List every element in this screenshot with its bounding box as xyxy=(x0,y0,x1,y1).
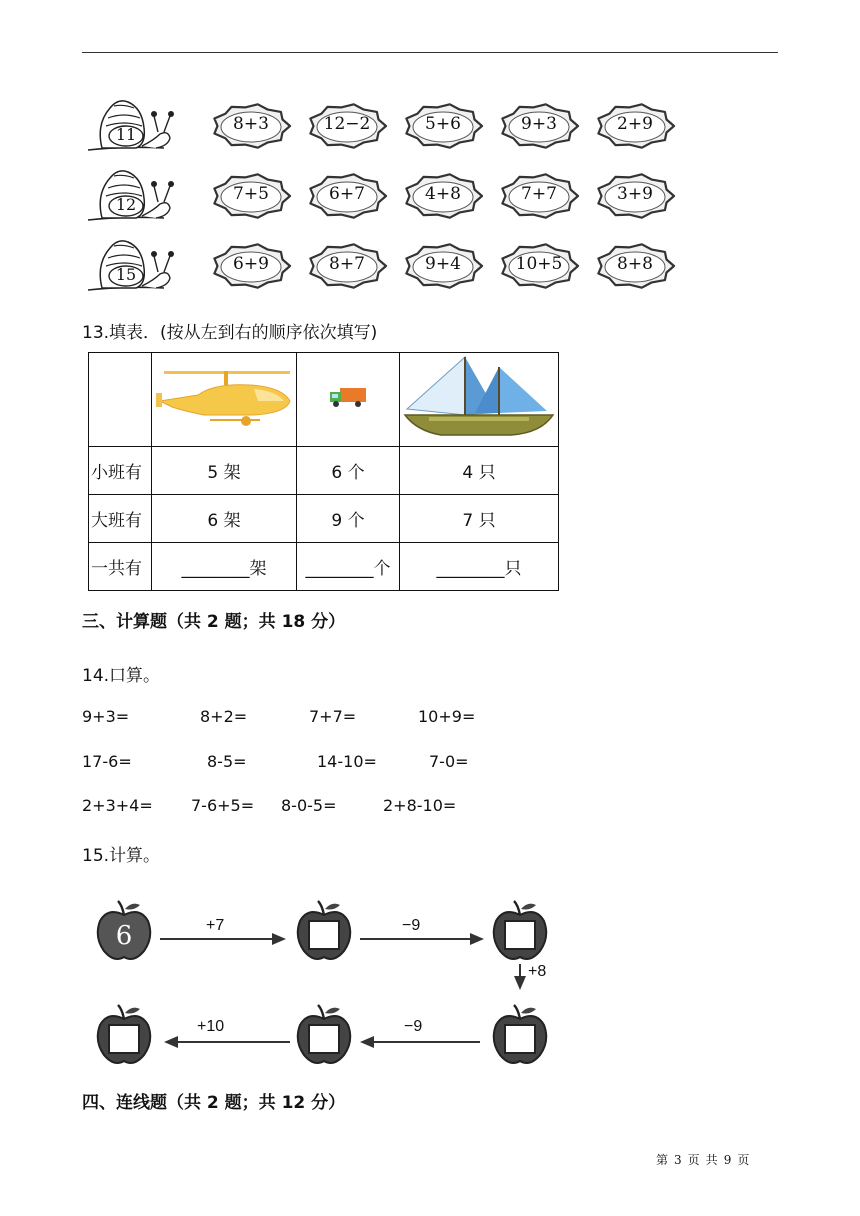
table-cell: 6 架 xyxy=(152,495,297,543)
equation: 8-0-5= xyxy=(281,796,337,815)
table-cell: 4 只 xyxy=(400,447,559,495)
table-cell: 7 只 xyxy=(400,495,559,543)
apple-answer-box[interactable] xyxy=(94,1001,154,1067)
arrow-head xyxy=(360,1036,374,1048)
equation: 7-0= xyxy=(429,752,469,771)
row-label: 一共有 xyxy=(89,543,152,591)
row-label: 小班有 xyxy=(89,447,152,495)
cloud-expression-text: 4+8 xyxy=(425,184,461,204)
equation: 10+9= xyxy=(418,707,476,726)
cloud-expression-text: 6+9 xyxy=(233,254,269,274)
arrow-head xyxy=(164,1036,178,1048)
arrow-head xyxy=(514,976,526,990)
row-label: 大班有 xyxy=(89,495,152,543)
apple-answer-box[interactable] xyxy=(294,1001,354,1067)
equation: 7+7= xyxy=(309,707,357,726)
cloud-expression-text: 8+7 xyxy=(329,254,365,274)
equation: 2+8-10= xyxy=(383,796,457,815)
cloud-expression-text: 10+5 xyxy=(515,254,563,274)
section-4-title: 四、连线题（共 2 题；共 12 分） xyxy=(82,1093,346,1113)
cloud-expression-text: 3+9 xyxy=(617,184,653,204)
q15-title: 15.计算。 xyxy=(82,846,161,866)
table-cell: 5 架 xyxy=(152,447,297,495)
cloud-expression-text: 2+9 xyxy=(617,114,653,134)
snail-target-number: 11 xyxy=(115,125,137,144)
op-label: +10 xyxy=(197,1018,225,1035)
equation: 7-6+5= xyxy=(191,796,255,815)
op-label: −9 xyxy=(402,917,421,934)
equation: 8-5= xyxy=(207,752,247,771)
cloud-expression-text: 9+3 xyxy=(521,114,557,134)
equation: 14-10= xyxy=(317,752,377,771)
footer-text: 页 xyxy=(687,1153,700,1167)
apple-answer-box[interactable] xyxy=(490,1001,550,1067)
equation: 8+2= xyxy=(200,707,248,726)
answer-blank[interactable]: ________架 xyxy=(152,543,297,591)
table-cell: 9 个 xyxy=(297,495,400,543)
cloud-expression-text: 8+8 xyxy=(617,254,653,274)
equation: 17-6= xyxy=(82,752,132,771)
apple-answer-box[interactable] xyxy=(294,897,354,963)
cloud-expression-text: 8+3 xyxy=(233,114,269,134)
footer-text: 共 xyxy=(705,1153,718,1167)
footer-page: 3 xyxy=(674,1153,682,1167)
answer-blank[interactable]: ________个 xyxy=(297,543,400,591)
snail-target-number: 12 xyxy=(115,195,137,214)
cloud-expression-text: 6+7 xyxy=(329,184,365,204)
apple-start-icon xyxy=(94,897,154,963)
cloud-expression-text: 9+4 xyxy=(425,254,461,274)
section-3-title: 三、计算题（共 2 题；共 18 分） xyxy=(82,612,346,632)
snail-target-number: 15 xyxy=(115,265,137,284)
equation: 9+3= xyxy=(82,707,130,726)
answer-blank[interactable]: ________只 xyxy=(400,543,559,591)
cloud-expression-text: 12−2 xyxy=(323,114,371,134)
page-footer xyxy=(656,1151,755,1168)
start-number: 6 xyxy=(115,921,133,951)
arrow-head xyxy=(272,933,286,945)
q14-title: 14.口算。 xyxy=(82,666,161,686)
footer-text: 页 xyxy=(737,1153,750,1167)
op-label: +8 xyxy=(528,963,547,980)
footer-text: 第 xyxy=(656,1153,669,1167)
op-label: +7 xyxy=(206,917,225,934)
cloud-expression-text: 7+7 xyxy=(521,184,557,204)
footer-total: 9 xyxy=(723,1153,732,1167)
table-cell: 6 个 xyxy=(297,447,400,495)
arrow-head xyxy=(470,933,484,945)
cloud-expression-text: 5+6 xyxy=(425,114,461,134)
cloud-expression-text: 7+5 xyxy=(233,184,269,204)
equation: 2+3+4= xyxy=(82,796,153,815)
op-label: −9 xyxy=(404,1018,423,1035)
q13-title: 13.填表．(按从左到右的顺序依次填写) xyxy=(82,323,378,343)
apple-answer-box[interactable] xyxy=(490,897,550,963)
